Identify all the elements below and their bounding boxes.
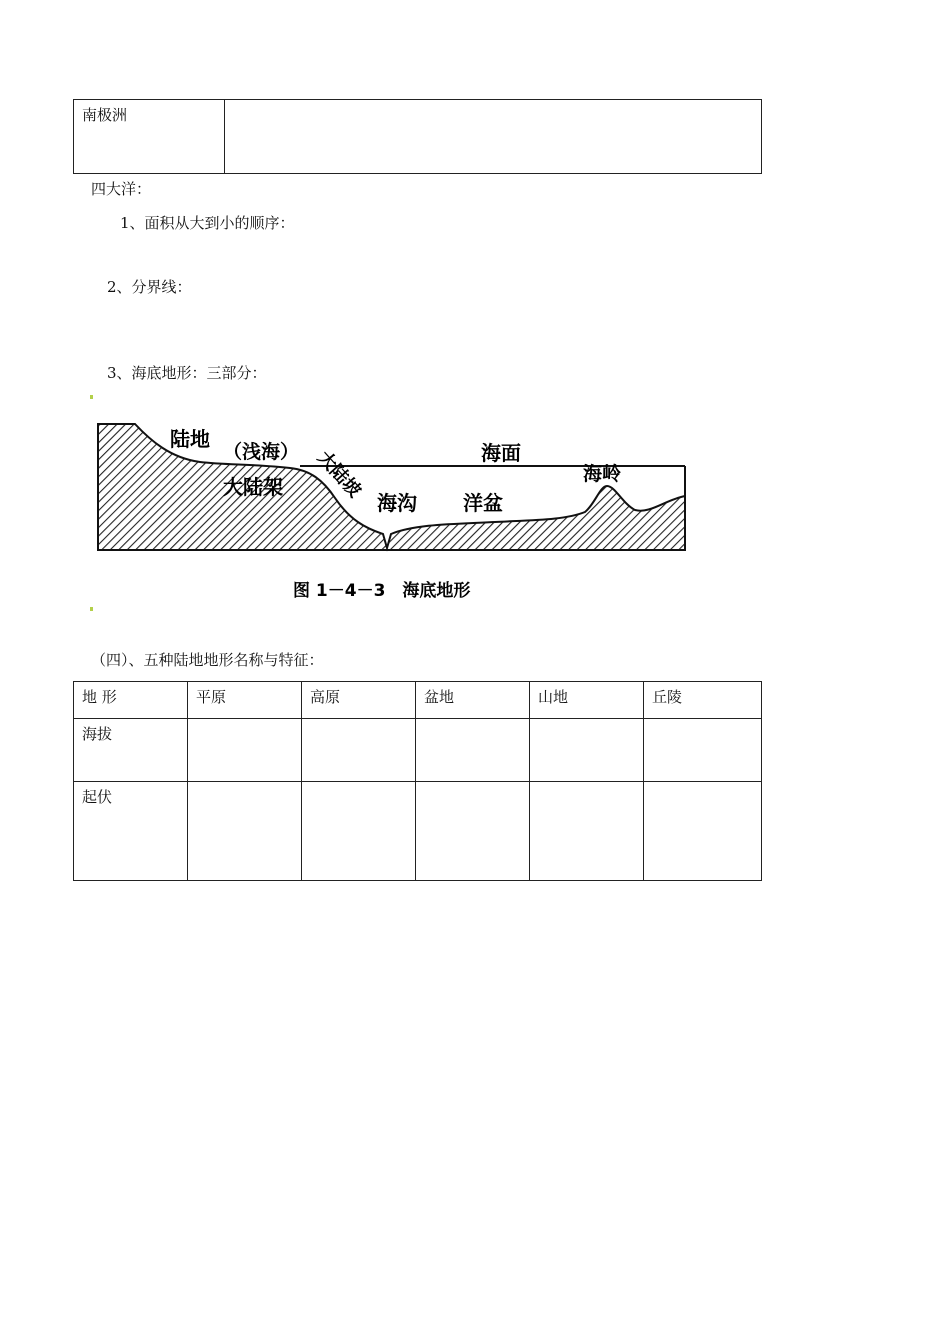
header-cell-plain: 平原: [188, 682, 302, 719]
table-cell: [188, 782, 302, 881]
table-cell: [530, 782, 644, 881]
label-slope: 大陆坡: [313, 447, 366, 502]
landform-table: [73, 681, 762, 881]
header-cell-plateau: 高原: [302, 682, 416, 719]
label-basin: 洋盆: [463, 491, 503, 515]
paragraph-marker: [90, 607, 93, 611]
label-ridge: 海岭: [583, 463, 622, 485]
table-cell: [302, 719, 416, 782]
header-cell-basin: 盆地: [416, 682, 530, 719]
table-row: [74, 100, 762, 174]
table-cell: [416, 719, 530, 782]
table-cell: [644, 782, 762, 881]
seafloor-diagram: [95, 420, 695, 610]
table-cell: [302, 782, 416, 881]
continent-name-cell: 南极洲: [74, 100, 225, 174]
label-land: 陆地: [170, 427, 210, 451]
oceans-item-area-order: 1、面积从大到小的顺序：: [120, 214, 295, 232]
table-cell: [188, 719, 302, 782]
header-cell-mountain: 山地: [530, 682, 644, 719]
header-cell-landform: 地 形: [74, 682, 188, 719]
oceans-item-seafloor: 3、海底地形：三部分：: [107, 364, 267, 382]
table-row: [74, 782, 762, 881]
row-label-altitude: 海拔: [74, 719, 188, 782]
continent-value-cell: [225, 100, 762, 174]
label-shelf: 大陆架: [223, 475, 283, 499]
label-shallow-sea: （浅海）: [223, 441, 300, 463]
seafloor-figure: [95, 420, 695, 610]
figure-caption: 图 1－4－3 海底地形: [293, 581, 471, 601]
header-cell-hills: 丘陵: [644, 682, 762, 719]
label-trench: 海沟: [377, 491, 417, 515]
row-label-relief: 起伏: [74, 782, 188, 881]
label-sea-surface: 海面: [481, 441, 521, 465]
oceans-heading: 四大洋：: [91, 180, 152, 198]
oceans-item-boundaries: 2、分界线：: [107, 278, 192, 296]
paragraph-marker: [90, 395, 93, 399]
table-cell: [644, 719, 762, 782]
table-row: [74, 719, 762, 782]
table-cell: [416, 782, 530, 881]
table-header-row: [74, 682, 762, 719]
table-cell: [530, 719, 644, 782]
continent-table: [73, 99, 762, 174]
section4-heading: （四）、五种陆地地形名称与特征：: [91, 651, 324, 669]
